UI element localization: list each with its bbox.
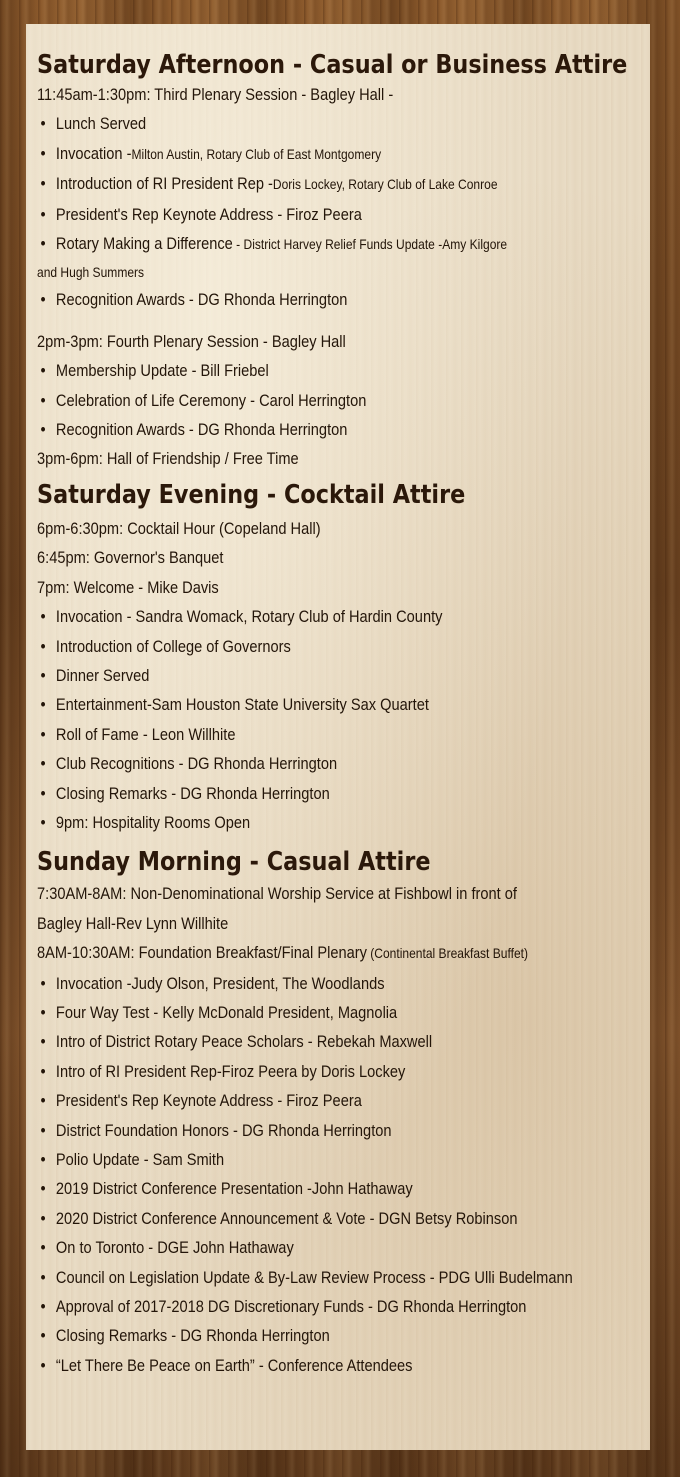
agenda-item: • 2020 District Conference Announcement & Vote - DGN Betsy Robinson bbox=[37, 1204, 562, 1233]
section-heading: Saturday Afternoon - Casual or Business Attire bbox=[37, 50, 628, 80]
agenda-item: • Council on Legislation Update & By-Law Review Process - PDG Ulli Budelmann bbox=[37, 1263, 562, 1292]
agenda-item: • Roll of Fame - Leon Willhite bbox=[37, 720, 562, 749]
agenda-item: • Intro of RI President Rep-Firoz Peera by Doris Lockey bbox=[37, 1057, 562, 1086]
agenda-item: • President's Rep Keynote Address - Firoz Peera bbox=[37, 200, 562, 229]
session-line: 3pm-6pm: Hall of Friendship / Free Time bbox=[37, 449, 299, 469]
agenda-item: • Intro of District Rotary Peace Scholars - Rebekah Maxwell bbox=[37, 1027, 562, 1056]
agenda-item: • Recognition Awards - DG Rhonda Herrington bbox=[37, 285, 562, 314]
agenda-item: • Membership Update - Bill Friebel bbox=[37, 356, 562, 385]
agenda-item: • On to Toronto - DGE John Hathaway bbox=[37, 1233, 562, 1262]
agenda-item: • Four Way Test - Kelly McDonald President, Magnolia bbox=[37, 998, 562, 1027]
agenda-item: • Closing Remarks - DG Rhonda Herrington bbox=[37, 779, 562, 808]
agenda-item: • Closing Remarks - DG Rhonda Herrington bbox=[37, 1321, 562, 1350]
agenda-item: • District Foundation Honors - DG Rhonda Herrington bbox=[37, 1116, 562, 1145]
agenda-item: • 9pm: Hospitality Rooms Open bbox=[37, 808, 562, 837]
agenda-item: • Lunch Served bbox=[37, 109, 562, 138]
agenda-item: • Polio Update - Sam Smith bbox=[37, 1145, 562, 1174]
program-content bbox=[37, 50, 647, 1380]
agenda-item: • President's Rep Keynote Address - Firoz Peera bbox=[37, 1086, 562, 1115]
agenda-item: • Invocation -Milton Austin, Rotary Club of East Montgomery bbox=[37, 139, 562, 169]
agenda-item: • Introduction of RI President Rep -Doris Lockey, Rotary Club of Lake Conroe bbox=[37, 169, 562, 199]
agenda-item: • Celebration of Life Ceremony - Carol Herrington bbox=[37, 386, 562, 415]
agenda-item: • 2019 District Conference Presentation -John Hathaway bbox=[37, 1174, 562, 1203]
agenda-item: • Invocation - Sandra Womack, Rotary Club of Hardin County bbox=[37, 602, 562, 631]
section-sunday-morning bbox=[37, 847, 647, 1380]
agenda-item: • “Let There Be Peace on Earth” - Conference Attendees bbox=[37, 1351, 562, 1380]
session-line: 7:30AM-8AM: Non-Denominational Worship Service at Fishbowl in front of bbox=[37, 884, 517, 904]
session-line: 6pm-6:30pm: Cocktail Hour (Copeland Hall) bbox=[37, 518, 321, 538]
section-heading: Sunday Morning - Casual Attire bbox=[37, 847, 431, 878]
agenda-item: • Introduction of College of Governors bbox=[37, 632, 562, 661]
section-heading: Saturday Evening - Cocktail Attire bbox=[37, 479, 466, 510]
agenda-item: • Recognition Awards - DG Rhonda Herrington bbox=[37, 415, 562, 444]
agenda-item: • Approval of 2017-2018 DG Discretionary Funds - DG Rhonda Herrington bbox=[37, 1292, 562, 1321]
section-saturday-evening bbox=[37, 480, 647, 837]
section-saturday-afternoon bbox=[37, 50, 647, 474]
agenda-item: • Invocation -Judy Olson, President, The Woodlands bbox=[37, 969, 562, 998]
session-line: 2pm-3pm: Fourth Plenary Session - Bagley Hall bbox=[37, 331, 346, 351]
agenda-item: • Dinner Served bbox=[37, 661, 562, 690]
session-line: 8AM-10:30AM: Foundation Breakfast/Final Plenary (Continental Breakfast Buffet) bbox=[37, 943, 529, 963]
agenda-item: • Rotary Making a Difference - District Harvey Relief Funds Update -Amy Kilgore bbox=[37, 229, 562, 259]
session-line: 7pm: Welcome - Mike Davis bbox=[37, 577, 219, 597]
session-line: 6:45pm: Governor's Banquet bbox=[37, 548, 224, 568]
agenda-item-continued: and Hugh Summers bbox=[37, 264, 145, 281]
session-line: 11:45am-1:30pm: Third Plenary Session - Bagley Hall - bbox=[37, 85, 394, 104]
agenda-item: • Entertainment-Sam Houston State University Sax Quartet bbox=[37, 690, 562, 719]
agenda-item: • Club Recognitions - DG Rhonda Herrington bbox=[37, 749, 562, 778]
session-line: Bagley Hall-Rev Lynn Willhite bbox=[37, 913, 229, 933]
